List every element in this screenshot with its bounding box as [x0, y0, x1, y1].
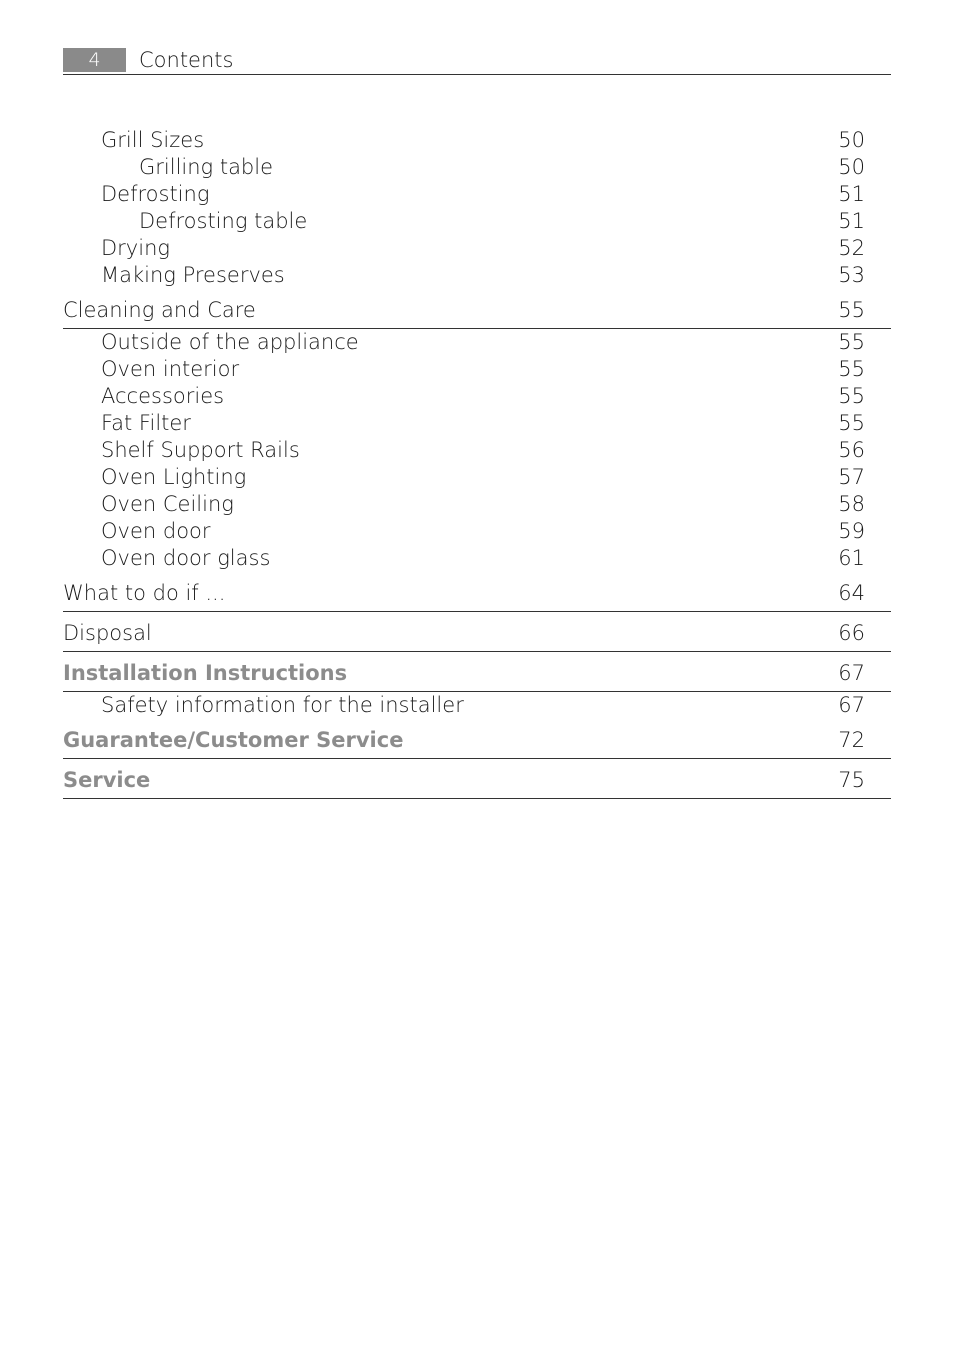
toc-entry-page: 50 [838, 155, 865, 179]
toc-entry[interactable] [63, 181, 891, 208]
toc-entry-page: 58 [838, 492, 865, 516]
toc-entry-page: 55 [838, 411, 865, 435]
toc-section-label: Service [63, 768, 151, 792]
toc-entry-label: Oven interior [101, 357, 240, 381]
toc-entry-page: 55 [838, 384, 865, 408]
toc-section-page: 64 [838, 581, 865, 605]
toc-entry[interactable] [63, 491, 891, 518]
toc-entry-label: Drying [101, 236, 170, 260]
toc-section-page: 67 [838, 661, 865, 685]
toc-entry[interactable] [63, 329, 891, 356]
page-header [63, 46, 891, 75]
toc-entry-label: Grilling table [139, 155, 274, 179]
toc-entry-page: 53 [838, 263, 865, 287]
toc-entry-label: Oven Lighting [101, 465, 247, 489]
toc-entry-label: Oven door glass [101, 546, 271, 570]
toc-entry-label: Making Preserves [101, 263, 285, 287]
toc-entry[interactable] [63, 464, 891, 491]
page-title: Contents [139, 48, 234, 72]
toc-entry-label: Fat Filter [101, 411, 191, 435]
page-number: 4 [63, 48, 126, 72]
toc-entry[interactable] [63, 356, 891, 383]
toc-section-page: 66 [838, 621, 865, 645]
toc-entry[interactable] [63, 692, 891, 719]
toc-section-label: Cleaning and Care [63, 298, 256, 322]
toc-entry-page: 67 [838, 693, 865, 717]
toc-entry-label: Grill Sizes [101, 128, 205, 152]
toc-entry[interactable] [63, 154, 891, 181]
toc-entry[interactable] [63, 235, 891, 262]
toc-entry-page: 51 [838, 209, 865, 233]
toc-section-label: What to do if ... [63, 581, 226, 605]
toc-section[interactable] [63, 618, 891, 652]
toc-entry-label: Outside of the appliance [101, 330, 359, 354]
toc-entry-page: 57 [838, 465, 865, 489]
toc-entry-page: 55 [838, 330, 865, 354]
toc-section-label: Installation Instructions [63, 661, 348, 685]
toc-section[interactable] [63, 578, 891, 612]
toc-section-page: 75 [838, 768, 865, 792]
toc-entry-page: 55 [838, 357, 865, 381]
toc-entry-label: Shelf Support Rails [101, 438, 300, 462]
toc-entry[interactable] [63, 383, 891, 410]
toc-entry[interactable] [63, 437, 891, 464]
toc-entry-label: Accessories [101, 384, 225, 408]
toc-entry-page: 50 [838, 128, 865, 152]
toc-section-page: 55 [838, 298, 865, 322]
toc-section[interactable] [63, 295, 891, 329]
toc-entry-label: Safety information for the installer [101, 693, 464, 717]
toc-entry-label: Defrosting table [139, 209, 308, 233]
toc-section-label: Disposal [63, 621, 152, 645]
toc-entry-page: 52 [838, 236, 865, 260]
toc-section[interactable] [63, 658, 891, 692]
toc-entry-label: Oven Ceiling [101, 492, 234, 516]
table-of-contents [63, 127, 891, 799]
toc-entry-label: Defrosting [101, 182, 210, 206]
toc-section-page: 72 [838, 728, 865, 752]
toc-entry[interactable] [63, 410, 891, 437]
toc-entry[interactable] [63, 208, 891, 235]
toc-section[interactable] [63, 765, 891, 799]
toc-entry[interactable] [63, 262, 891, 289]
toc-entry[interactable] [63, 545, 891, 572]
toc-entry-label: Oven door [101, 519, 211, 543]
toc-entry-page: 51 [838, 182, 865, 206]
toc-entry-page: 59 [838, 519, 865, 543]
toc-section-label: Guarantee/Customer Service [63, 728, 404, 752]
toc-section[interactable] [63, 725, 891, 759]
toc-entry-page: 56 [838, 438, 865, 462]
toc-entry[interactable] [63, 127, 891, 154]
toc-entry-page: 61 [838, 546, 865, 570]
toc-entry[interactable] [63, 518, 891, 545]
